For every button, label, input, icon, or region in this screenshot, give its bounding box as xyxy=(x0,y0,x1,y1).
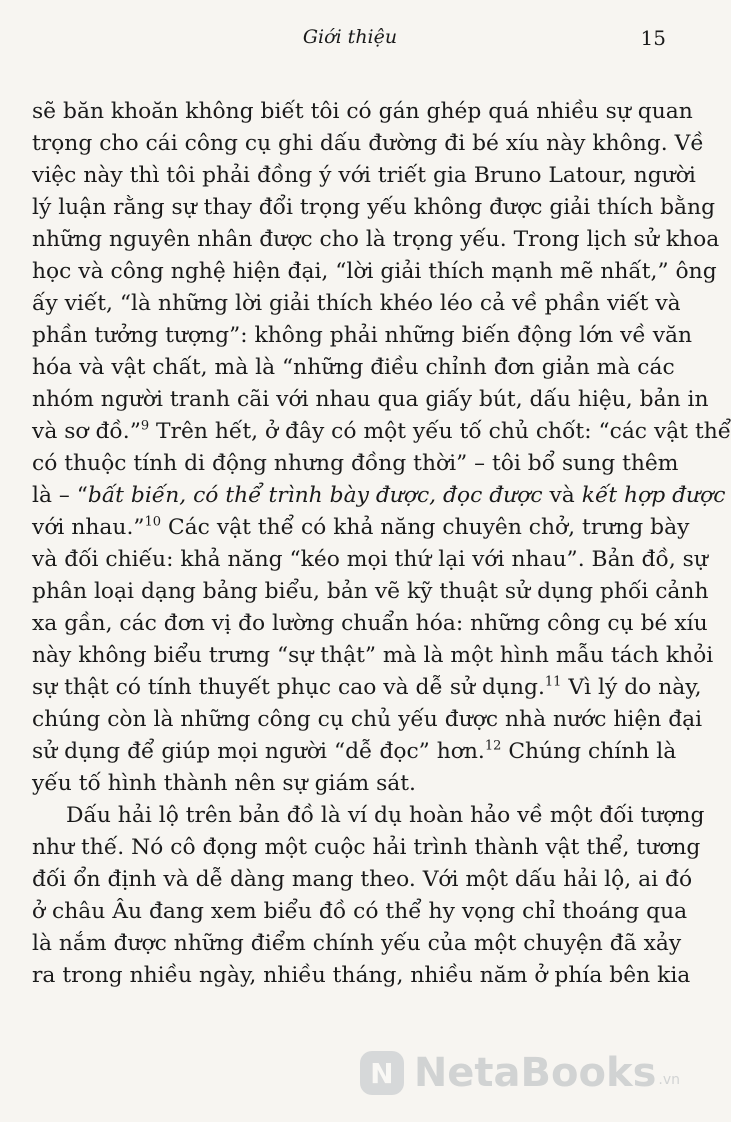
text-line: nhóm người tranh cãi với nhau qua giấy bút, dấu hiệu, bản in xyxy=(32,387,709,412)
netabooks-logo-icon: N xyxy=(360,1051,404,1095)
text-line: và đối chiếu: khả năng “kéo mọi thứ lại với nhau”. Bản đồ, sự xyxy=(32,547,708,572)
text-line xyxy=(32,672,702,704)
text-line: việc này thì tôi phải đồng ý với triết gia Bruno Latour, người xyxy=(32,163,696,188)
text-line: phần tưởng tượng”: không phải những biến động lớn về văn xyxy=(32,323,693,348)
text-run: Các vật thể có khả năng chuyên chở, trưng bày xyxy=(161,515,690,540)
text-run: và xyxy=(542,483,582,508)
text-line xyxy=(32,480,726,512)
text-run: và sơ đồ.” xyxy=(32,419,141,444)
text-line: như thế. Nó cô đọng một cuộc hải trình thành vật thể, tương xyxy=(32,835,701,860)
text-run: với nhau.” xyxy=(32,515,145,540)
text-line: đối ổn định và dễ dàng mang theo. Với một dấu hải lộ, ai đó xyxy=(32,867,693,892)
text-line xyxy=(32,512,690,544)
netabooks-watermark xyxy=(360,1050,680,1096)
footnote-ref-10: 10 xyxy=(144,514,162,530)
running-head: Giới thiệu xyxy=(302,26,398,48)
body-text xyxy=(32,96,731,992)
paragraph-1 xyxy=(32,96,731,800)
italic-run: kết hợp được xyxy=(581,483,726,508)
footnote-ref-9: 9 xyxy=(140,418,150,434)
text-line: này không biểu trưng “sự thật” mà là một hình mẫu tách khỏi xyxy=(32,643,714,668)
text-line: những nguyên nhân được cho là trọng yếu. Trong lịch sử khoa xyxy=(32,227,720,252)
text-line: lý luận rằng sự thay đổi trọng yếu không được giải thích bằng xyxy=(32,195,716,220)
footnote-ref-12: 12 xyxy=(484,738,502,754)
text-line: Dấu hải lộ trên bản đồ là ví dụ hoàn hảo về một đối tượng xyxy=(66,803,705,828)
text-line: là nắm được những điểm chính yếu của một chuyện đã xảy xyxy=(32,931,682,956)
watermark-suffix: .vn xyxy=(658,1072,680,1088)
text-line: học và công nghệ hiện đại, “lời giải thích mạnh mẽ nhất,” ông xyxy=(32,259,717,284)
text-run: sự thật có tính thuyết phục cao và dễ sử dụng. xyxy=(32,675,545,700)
text-run: Vì lý do này, xyxy=(561,675,702,700)
footnote-ref-11: 11 xyxy=(544,674,562,690)
text-line: sẽ băn khoăn không biết tôi có gán ghép quá nhiều sự quan xyxy=(32,99,693,124)
text-run: là – “ xyxy=(32,483,88,508)
text-line: trọng cho cái công cụ ghi dấu đường đi bé xíu này không. Về xyxy=(32,131,704,156)
page-header xyxy=(34,26,666,56)
page-number: 15 xyxy=(640,26,666,50)
text-line: hóa và vật chất, mà là “những điều chỉnh đơn giản mà các xyxy=(32,355,675,380)
text-run: Chúng chính là xyxy=(501,739,677,764)
text-line: có thuộc tính di động nhưng đồng thời” – tôi bổ sung thêm xyxy=(32,451,679,476)
italic-run: bất biến, có thể trình bày được, đọc được xyxy=(87,483,543,508)
paragraph-2 xyxy=(32,800,705,992)
text-line: ra trong nhiều ngày, nhiều tháng, nhiều năm ở phía bên kia xyxy=(32,963,691,988)
text-line: chúng còn là những công cụ chủ yếu được nhà nước hiện đại xyxy=(32,707,703,732)
text-line: yếu tố hình thành nên sự giám sát. xyxy=(32,771,416,796)
text-line: ấy viết, “là những lời giải thích khéo léo cả về phần viết và xyxy=(32,291,681,316)
text-run: Trên hết, ở đây có một yếu tố chủ chốt: “các vật thể xyxy=(149,419,731,444)
text-run: sử dụng để giúp mọi người “dễ đọc” hơn. xyxy=(32,739,485,764)
text-line: phân loại dạng bảng biểu, bản vẽ kỹ thuật sử dụng phối cảnh xyxy=(32,579,709,604)
text-line xyxy=(32,416,731,448)
text-line: ở châu Âu đang xem biểu đồ có thể hy vọng chỉ thoáng qua xyxy=(32,899,688,924)
text-line xyxy=(32,736,677,768)
text-line: xa gần, các đơn vị đo lường chuẩn hóa: những công cụ bé xíu xyxy=(32,611,708,636)
watermark-text: NetaBooks xyxy=(413,1050,657,1096)
